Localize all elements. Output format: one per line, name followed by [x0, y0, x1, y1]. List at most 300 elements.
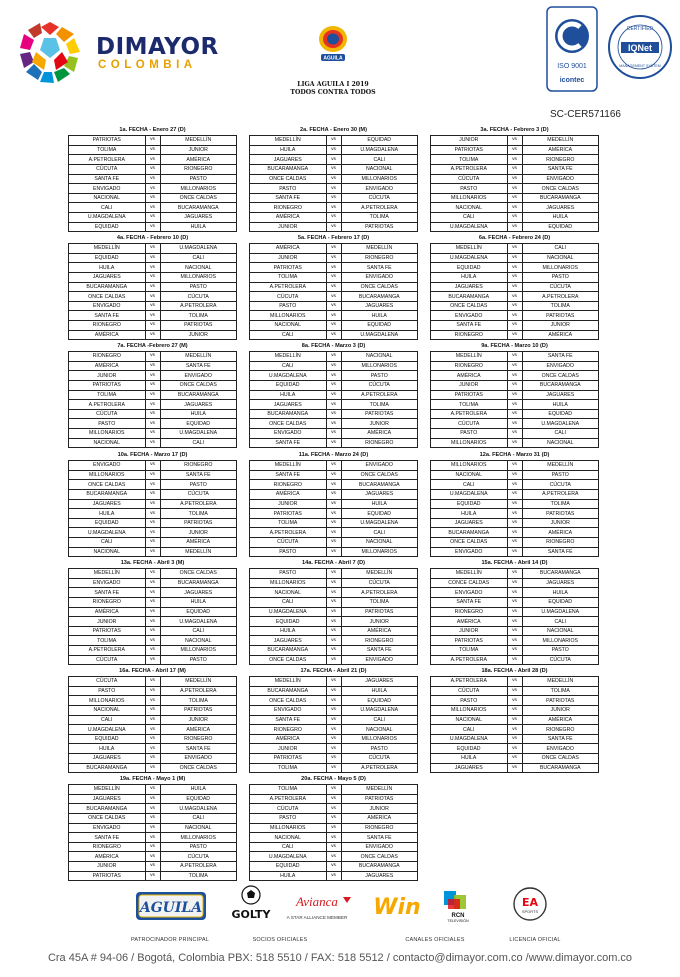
home-team: HUILA	[431, 509, 508, 519]
vs-label: vs	[326, 578, 341, 588]
away-team: U.MAGDALENA	[522, 607, 599, 617]
match-row	[69, 794, 237, 804]
match-row	[69, 352, 237, 362]
vs-label: vs	[507, 480, 522, 490]
away-team: SANTA FE	[160, 361, 237, 371]
match-row	[69, 871, 237, 881]
home-team: JUNIOR	[69, 371, 146, 381]
match-row	[250, 390, 418, 400]
match-row	[69, 655, 237, 665]
home-team: JUNIOR	[250, 222, 327, 232]
vs-label: vs	[507, 263, 522, 273]
home-team: PASTO	[250, 301, 327, 311]
home-team: CÚCUTA	[69, 677, 146, 687]
vs-label: vs	[507, 617, 522, 627]
matchday-block	[68, 234, 237, 340]
match-row	[250, 862, 418, 872]
home-team: CÚCUTA	[431, 419, 508, 429]
vs-label: vs	[507, 292, 522, 302]
match-row	[69, 380, 237, 390]
svg-text:TELEVISIÓN: TELEVISIÓN	[447, 919, 469, 923]
home-team: BUCARAMANGA	[69, 763, 146, 773]
home-team: HUILA	[69, 509, 146, 519]
home-team: MEDELLÍN	[431, 569, 508, 579]
matchday-title: 16a. FECHA - Abril 17 (M)	[119, 668, 186, 674]
vs-label: vs	[145, 489, 160, 499]
away-team: HUILA	[160, 409, 237, 419]
match-row	[431, 244, 599, 254]
vs-label: vs	[507, 244, 522, 254]
home-team: A.PETROLERA	[250, 282, 327, 292]
away-team: ONCE CALDAS	[341, 852, 418, 862]
away-team: A.PETROLERA	[160, 499, 237, 509]
vs-label: vs	[326, 842, 341, 852]
away-team: NACIONAL	[341, 538, 418, 548]
vs-label: vs	[326, 352, 341, 362]
match-row	[250, 330, 418, 340]
vs-label: vs	[326, 597, 341, 607]
home-team: ONCE CALDAS	[69, 813, 146, 823]
home-team: MILLONARIOS	[250, 823, 327, 833]
away-team: U.MAGDALENA	[160, 804, 237, 814]
vs-label: vs	[507, 301, 522, 311]
away-team: AMÉRICA	[160, 538, 237, 548]
home-team: A.PETROLERA	[250, 528, 327, 538]
vs-label: vs	[326, 470, 341, 480]
vs-label: vs	[145, 419, 160, 429]
vs-label: vs	[145, 785, 160, 795]
home-team: EQUIDAD	[250, 380, 327, 390]
match-row	[69, 862, 237, 872]
away-team: MEDELLÍN	[160, 136, 237, 146]
match-row	[431, 203, 599, 213]
home-team: MEDELLÍN	[431, 244, 508, 254]
vs-label: vs	[326, 538, 341, 548]
home-team: MILLONARIOS	[69, 696, 146, 706]
home-team: EQUIDAD	[69, 734, 146, 744]
away-team: MEDELLÍN	[522, 677, 599, 687]
home-team: PATRIOTAS	[431, 145, 508, 155]
matchday-table	[249, 135, 418, 232]
home-team: NACIONAL	[69, 193, 146, 203]
vs-label: vs	[326, 686, 341, 696]
vs-label: vs	[326, 272, 341, 282]
match-row	[250, 686, 418, 696]
svg-text:GOLTY: GOLTY	[231, 908, 271, 921]
match-row	[69, 390, 237, 400]
svg-text:Win: Win	[373, 895, 421, 920]
away-team: AMÉRICA	[522, 528, 599, 538]
vs-label: vs	[326, 330, 341, 340]
match-row	[431, 361, 599, 371]
match-row	[250, 528, 418, 538]
vs-label: vs	[326, 655, 341, 665]
match-row	[431, 499, 599, 509]
matchday-title: 15a. FECHA - Abril 14 (D)	[481, 560, 548, 566]
vs-label: vs	[145, 164, 160, 174]
away-team: PATRIOTAS	[522, 311, 599, 321]
home-team: JUNIOR	[69, 617, 146, 627]
away-team: CALI	[160, 438, 237, 448]
vs-label: vs	[507, 352, 522, 362]
match-row	[69, 813, 237, 823]
home-team: MEDELLÍN	[250, 461, 327, 471]
away-team: MILLONARIOS	[341, 734, 418, 744]
away-team: CÚCUTA	[160, 292, 237, 302]
away-team: JAGUARES	[341, 301, 418, 311]
home-team: MILLONARIOS	[250, 578, 327, 588]
vs-label: vs	[507, 330, 522, 340]
away-team: RIONEGRO	[341, 438, 418, 448]
league-format: TODOS CONTRA TODOS	[290, 89, 376, 96]
match-row	[431, 686, 599, 696]
away-team: ENVIGADO	[522, 744, 599, 754]
away-team: JUNIOR	[341, 804, 418, 814]
away-team: HUILA	[522, 400, 599, 410]
away-team: NACIONAL	[522, 253, 599, 263]
home-team: ONCE CALDAS	[250, 696, 327, 706]
vs-label: vs	[145, 607, 160, 617]
home-team: ENVIGADO	[69, 578, 146, 588]
vs-label: vs	[145, 794, 160, 804]
away-team: MILLONARIOS	[160, 833, 237, 843]
home-team: CALI	[431, 480, 508, 490]
match-row	[250, 804, 418, 814]
vs-label: vs	[326, 244, 341, 254]
matchday-block	[430, 234, 599, 340]
vs-label: vs	[326, 862, 341, 872]
away-team: JUNIOR	[160, 715, 237, 725]
home-team: BUCARAMANGA	[250, 409, 327, 419]
away-team: NACIONAL	[160, 263, 237, 273]
home-team: CALI	[431, 213, 508, 223]
vs-label: vs	[145, 263, 160, 273]
home-team: ENVIGADO	[431, 588, 508, 598]
matchday-block	[68, 126, 237, 232]
match-row	[431, 330, 599, 340]
home-team: PATRIOTAS	[250, 263, 327, 273]
vs-label: vs	[145, 636, 160, 646]
matchday-title: 10a. FECHA - Marzo 17 (D)	[117, 452, 188, 458]
vs-label: vs	[145, 480, 160, 490]
match-row	[69, 203, 237, 213]
match-row	[431, 136, 599, 146]
vs-label: vs	[507, 578, 522, 588]
matchday-title: 8a. FECHA - Marzo 3 (D)	[301, 343, 366, 349]
match-row	[431, 470, 599, 480]
home-team: NACIONAL	[250, 321, 327, 331]
home-team: TOLIMA	[250, 272, 327, 282]
vs-label: vs	[145, 282, 160, 292]
away-team: U.MAGDALENA	[160, 429, 237, 439]
home-team: MILLONARIOS	[250, 311, 327, 321]
away-team: RIONEGRO	[341, 636, 418, 646]
matchday-title: 17a. FECHA - Abril 21 (D)	[300, 668, 367, 674]
ea-sports-logo-icon	[512, 886, 548, 922]
home-team: ENVIGADO	[431, 311, 508, 321]
match-row	[69, 646, 237, 656]
match-row	[431, 489, 599, 499]
match-row	[69, 164, 237, 174]
away-team: NACIONAL	[160, 823, 237, 833]
home-team: PATRIOTAS	[69, 626, 146, 636]
match-row	[250, 852, 418, 862]
away-team: EQUIDAD	[522, 222, 599, 232]
home-team: EQUIDAD	[431, 744, 508, 754]
vs-label: vs	[326, 636, 341, 646]
match-row	[69, 626, 237, 636]
match-row	[250, 744, 418, 754]
vs-label: vs	[326, 813, 341, 823]
home-team: CALI	[250, 842, 327, 852]
home-team: A.PETROLERA	[250, 794, 327, 804]
away-team: A.PETROLERA	[522, 489, 599, 499]
home-team: ENVIGADO	[69, 301, 146, 311]
matchday-table	[68, 135, 237, 232]
match-row	[250, 213, 418, 223]
home-team: SANTA FE	[431, 321, 508, 331]
vs-label: vs	[326, 804, 341, 814]
home-team: ONCE CALDAS	[250, 419, 327, 429]
home-team: RIONEGRO	[69, 352, 146, 362]
home-team: HUILA	[250, 390, 327, 400]
rcn-television-logo-icon	[438, 889, 478, 923]
vs-label: vs	[507, 470, 522, 480]
home-team: CALI	[250, 330, 327, 340]
matchday-table	[249, 460, 418, 557]
match-row	[431, 538, 599, 548]
match-row	[431, 744, 599, 754]
match-row	[431, 390, 599, 400]
away-team: TOLIMA	[522, 301, 599, 311]
svg-text:AGUILA: AGUILA	[139, 900, 203, 916]
matchday-table	[68, 784, 237, 881]
matchday-block	[249, 559, 418, 665]
home-team: U.MAGDALENA	[250, 852, 327, 862]
matchday-title: 11a. FECHA - Marzo 24 (D)	[298, 452, 369, 458]
vs-label: vs	[145, 409, 160, 419]
home-team: U.MAGDALENA	[431, 489, 508, 499]
away-team: EQUIDAD	[522, 597, 599, 607]
vs-label: vs	[145, 725, 160, 735]
matchday-table	[68, 243, 237, 340]
away-team: SANTA FE	[160, 470, 237, 480]
match-row	[69, 470, 237, 480]
home-team: HUILA	[69, 744, 146, 754]
match-row	[431, 518, 599, 528]
vs-label: vs	[507, 528, 522, 538]
away-team: MEDELLÍN	[522, 461, 599, 471]
home-team: JAGUARES	[431, 763, 508, 773]
vs-label: vs	[145, 145, 160, 155]
label-official-partners: SOCIOS OFICIALES	[252, 937, 308, 943]
home-team: CÚCUTA	[69, 409, 146, 419]
match-row	[69, 842, 237, 852]
match-row	[431, 607, 599, 617]
match-row	[69, 686, 237, 696]
home-team: ONCE CALDAS	[431, 538, 508, 548]
home-team: AMÉRICA	[431, 617, 508, 627]
away-team: CALI	[160, 626, 237, 636]
match-row	[250, 607, 418, 617]
home-team: EQUIDAD	[250, 617, 327, 627]
matchday-table	[430, 135, 599, 232]
away-team: ONCE CALDAS	[341, 470, 418, 480]
away-team: BUCARAMANGA	[160, 390, 237, 400]
away-team: SANTA FE	[522, 734, 599, 744]
home-team: PASTO	[250, 184, 327, 194]
vs-label: vs	[326, 400, 341, 410]
vs-label: vs	[507, 253, 522, 263]
home-team: ENVIGADO	[69, 823, 146, 833]
matchday-title: 12a. FECHA - Marzo 31 (D)	[479, 452, 550, 458]
match-row	[431, 528, 599, 538]
svg-text:Avianca: Avianca	[296, 894, 338, 909]
away-team: SANTA FE	[522, 547, 599, 557]
vs-label: vs	[145, 193, 160, 203]
vs-label: vs	[507, 272, 522, 282]
vs-label: vs	[507, 282, 522, 292]
vs-label: vs	[326, 528, 341, 538]
vs-label: vs	[507, 380, 522, 390]
match-row	[250, 655, 418, 665]
match-row	[250, 253, 418, 263]
home-team: AMÉRICA	[69, 852, 146, 862]
vs-label: vs	[326, 715, 341, 725]
home-team: BUCARAMANGA	[431, 528, 508, 538]
match-row	[431, 311, 599, 321]
vs-label: vs	[507, 696, 522, 706]
vs-label: vs	[326, 263, 341, 273]
home-team: CÚCUTA	[69, 164, 146, 174]
away-team: ENVIGADO	[160, 754, 237, 764]
matchday-table	[249, 351, 418, 448]
away-team: NACIONAL	[341, 352, 418, 362]
away-team: PATRIOTAS	[341, 409, 418, 419]
home-team: MEDELLÍN	[69, 785, 146, 795]
home-team: CALI	[250, 597, 327, 607]
vs-label: vs	[507, 518, 522, 528]
vs-label: vs	[507, 607, 522, 617]
away-team: MEDELLÍN	[341, 785, 418, 795]
home-team: BUCARAMANGA	[250, 686, 327, 696]
home-team: JUNIOR	[250, 744, 327, 754]
match-row	[69, 244, 237, 254]
home-team: BUCARAMANGA	[69, 804, 146, 814]
away-team: MILLONARIOS	[341, 174, 418, 184]
away-team: RIONEGRO	[522, 725, 599, 735]
vs-label: vs	[326, 311, 341, 321]
away-team: JAGUARES	[341, 489, 418, 499]
match-row	[69, 301, 237, 311]
vs-label: vs	[507, 311, 522, 321]
vs-label: vs	[326, 222, 341, 232]
vs-label: vs	[145, 655, 160, 665]
match-row	[431, 705, 599, 715]
home-team: HUILA	[431, 272, 508, 282]
match-row	[69, 518, 237, 528]
away-team: A.PETROLERA	[160, 862, 237, 872]
match-row	[250, 578, 418, 588]
match-row	[431, 222, 599, 232]
home-team: JAGUARES	[431, 518, 508, 528]
match-row	[69, 282, 237, 292]
home-team: ONCE CALDAS	[250, 655, 327, 665]
match-row	[69, 705, 237, 715]
match-row	[250, 429, 418, 439]
svg-text:AGUILA: AGUILA	[323, 55, 343, 62]
away-team: PATRIOTAS	[160, 321, 237, 331]
home-team: ONCE CALDAS	[69, 480, 146, 490]
home-team: MILLONARIOS	[431, 461, 508, 471]
vs-label: vs	[507, 715, 522, 725]
away-team: MILLONARIOS	[160, 646, 237, 656]
match-row	[431, 480, 599, 490]
home-team: CÚCUTA	[431, 686, 508, 696]
away-team: JAGUARES	[160, 588, 237, 598]
home-team: JAGUARES	[250, 155, 327, 165]
match-row	[431, 461, 599, 471]
matchday-block	[249, 451, 418, 557]
away-team: NACIONAL	[341, 725, 418, 735]
vs-label: vs	[145, 470, 160, 480]
match-row	[250, 499, 418, 509]
vs-label: vs	[326, 203, 341, 213]
vs-label: vs	[145, 597, 160, 607]
away-team: PASTO	[160, 842, 237, 852]
home-team: A.PETROLERA	[69, 646, 146, 656]
match-row	[250, 400, 418, 410]
match-row	[250, 547, 418, 557]
vs-label: vs	[326, 794, 341, 804]
match-row	[69, 499, 237, 509]
match-row	[250, 696, 418, 706]
home-team: TOLIMA	[69, 145, 146, 155]
away-team: RIONEGRO	[160, 461, 237, 471]
away-team: PASTO	[341, 371, 418, 381]
footer-contact: Cra 45A # 94-06 / Bogotá, Colombia PBX: 518 5510 / FAX: 518 5512 / contacto@dimayor.com.co /www.dimayor.com.co	[47, 952, 633, 964]
match-row	[250, 145, 418, 155]
away-team: AMÉRICA	[160, 155, 237, 165]
away-team: BUCARAMANGA	[160, 578, 237, 588]
vs-label: vs	[326, 419, 341, 429]
match-row	[69, 272, 237, 282]
vs-label: vs	[507, 763, 522, 773]
match-row	[431, 352, 599, 362]
vs-label: vs	[507, 136, 522, 146]
vs-label: vs	[145, 578, 160, 588]
home-team: EQUIDAD	[69, 253, 146, 263]
vs-label: vs	[145, 272, 160, 282]
svg-text:ISO 9001: ISO 9001	[557, 63, 587, 70]
home-team: JUNIOR	[431, 380, 508, 390]
home-team: TOLIMA	[250, 518, 327, 528]
away-team: CALI	[522, 429, 599, 439]
home-team: NACIONAL	[69, 438, 146, 448]
home-team: SANTA FE	[250, 193, 327, 203]
vs-label: vs	[145, 617, 160, 627]
away-team: ONCE CALDAS	[160, 193, 237, 203]
away-team: A.PETROLERA	[160, 301, 237, 311]
vs-label: vs	[326, 145, 341, 155]
match-row	[250, 470, 418, 480]
vs-label: vs	[145, 311, 160, 321]
vs-label: vs	[507, 321, 522, 331]
home-team: MEDELLÍN	[431, 352, 508, 362]
away-team: MEDELLÍN	[341, 244, 418, 254]
away-team: ENVIGADO	[341, 272, 418, 282]
matchday-table	[249, 243, 418, 340]
